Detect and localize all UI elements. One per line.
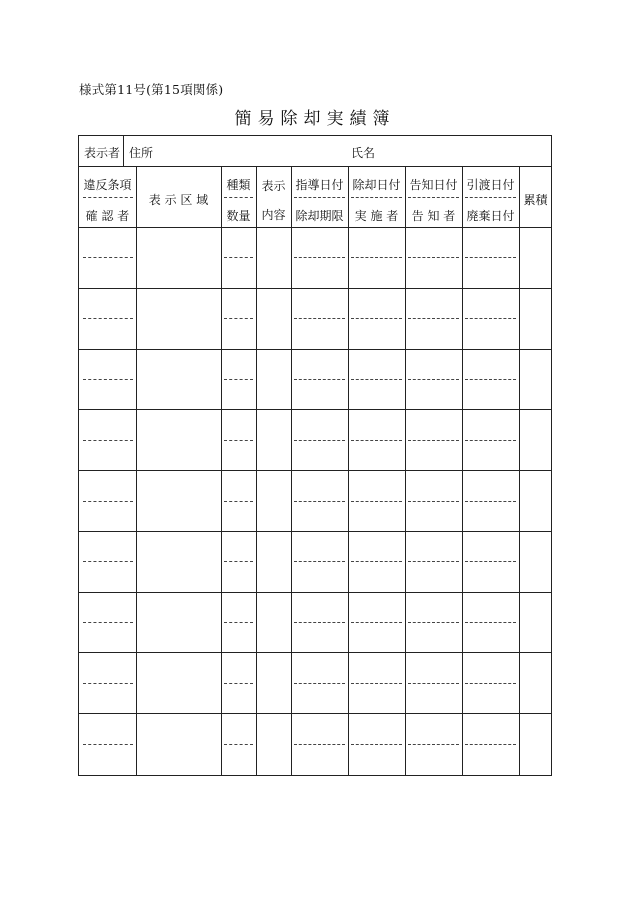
- entry-row-line: [79, 288, 551, 289]
- col-divider: [291, 166, 292, 227]
- entry-half-dash: [351, 501, 402, 502]
- entry-half-dash: [351, 257, 402, 258]
- owner-divider: [123, 136, 124, 166]
- entry-half-dash: [294, 501, 345, 502]
- entry-half-dash: [224, 561, 253, 562]
- col-divider: [221, 166, 222, 227]
- entry-half-dash: [294, 440, 345, 441]
- entry-half-dash: [351, 318, 402, 319]
- entry-half-dash: [465, 561, 516, 562]
- entry-half-dash: [224, 379, 253, 380]
- body-col-divider: [348, 227, 349, 775]
- entry-half-dash: [408, 379, 459, 380]
- entry-half-dash: [465, 379, 516, 380]
- entry-half-dash: [408, 561, 459, 562]
- entry-half-dash: [351, 683, 402, 684]
- entry-half-dash: [83, 501, 133, 502]
- body-col-divider: [256, 227, 257, 775]
- entry-half-dash: [83, 744, 133, 745]
- entry-half-dash: [83, 683, 133, 684]
- entry-half-dash: [465, 744, 516, 745]
- entry-half-dash: [351, 379, 402, 380]
- entry-half-dash: [408, 622, 459, 623]
- entry-half-dash: [351, 622, 402, 623]
- header-dash: [294, 197, 345, 198]
- body-col-divider: [221, 227, 222, 775]
- entry-half-dash: [465, 440, 516, 441]
- body-col-divider: [462, 227, 463, 775]
- entry-half-dash: [408, 318, 459, 319]
- header-bottom-line: [79, 227, 551, 228]
- header-dash: [224, 197, 253, 198]
- entry-row-line: [79, 592, 551, 593]
- entry-half-dash: [294, 744, 345, 745]
- entry-half-dash: [351, 561, 402, 562]
- entry-half-dash: [408, 744, 459, 745]
- header-dash: [465, 197, 516, 198]
- header-handover-date: 引渡日付: [466, 178, 515, 192]
- header-type: 種類: [226, 178, 251, 192]
- entry-row-line: [79, 470, 551, 471]
- entry-row-line: [79, 409, 551, 410]
- header-confirmer: 確 認 者: [85, 209, 130, 223]
- entry-row-line: [79, 349, 551, 350]
- entry-half-dash: [465, 501, 516, 502]
- entry-half-dash: [294, 561, 345, 562]
- owner-label: 表示者: [84, 146, 121, 160]
- entry-half-dash: [83, 561, 133, 562]
- entry-row-line: [79, 713, 551, 714]
- entry-half-dash: [465, 683, 516, 684]
- entry-half-dash: [83, 379, 133, 380]
- entry-half-dash: [83, 257, 133, 258]
- header-notice-date: 告知日付: [409, 178, 458, 192]
- body-col-divider: [519, 227, 520, 775]
- col-divider: [405, 166, 406, 227]
- header-quantity: 数量: [226, 209, 251, 223]
- header-cumulative: 累積: [523, 193, 548, 207]
- entry-half-dash: [294, 318, 345, 319]
- header-violation-clause: 違反条項: [83, 178, 132, 192]
- entry-half-dash: [465, 622, 516, 623]
- entry-half-dash: [465, 318, 516, 319]
- col-divider: [519, 166, 520, 227]
- header-content: 内容: [261, 208, 286, 222]
- body-col-divider: [136, 227, 137, 775]
- entry-half-dash: [294, 379, 345, 380]
- header-dash: [83, 197, 133, 198]
- col-divider: [136, 166, 137, 227]
- entry-half-dash: [224, 257, 253, 258]
- entry-half-dash: [224, 440, 253, 441]
- entry-half-dash: [408, 440, 459, 441]
- header-implementer: 実 施 者: [354, 209, 399, 223]
- entry-half-dash: [408, 683, 459, 684]
- entry-half-dash: [224, 744, 253, 745]
- header-removal-date: 除却日付: [352, 178, 401, 192]
- header-dash: [408, 197, 459, 198]
- entry-half-dash: [83, 440, 133, 441]
- entry-half-dash: [294, 622, 345, 623]
- entry-half-dash: [408, 501, 459, 502]
- owner-row-bottom-line: [79, 166, 551, 167]
- form-number: 様式第11号(第15項関係): [79, 82, 224, 97]
- header-notifier: 告 知 者: [411, 209, 456, 223]
- entry-half-dash: [408, 257, 459, 258]
- entry-half-dash: [224, 622, 253, 623]
- col-divider: [348, 166, 349, 227]
- record-table: [78, 135, 552, 776]
- document-title: 簡易除却実績簿: [234, 109, 396, 129]
- address-label: 住所: [129, 146, 154, 160]
- header-display: 表示: [261, 179, 286, 193]
- entry-row-line: [79, 531, 551, 532]
- header-dash: [351, 197, 402, 198]
- body-col-divider: [405, 227, 406, 775]
- header-removal-deadline: 除却期限: [295, 209, 344, 223]
- entry-half-dash: [224, 501, 253, 502]
- name-label: 氏名: [351, 146, 376, 160]
- body-col-divider: [291, 227, 292, 775]
- header-guidance-date: 指導日付: [295, 178, 344, 192]
- header-disposal-date: 廃棄日付: [466, 209, 515, 223]
- entry-half-dash: [224, 318, 253, 319]
- entry-half-dash: [83, 622, 133, 623]
- entry-half-dash: [465, 257, 516, 258]
- header-display-area: 表 示 区 域: [148, 193, 209, 207]
- entry-half-dash: [294, 257, 345, 258]
- entry-half-dash: [294, 683, 345, 684]
- entry-half-dash: [351, 744, 402, 745]
- entry-half-dash: [83, 318, 133, 319]
- entry-row-line: [79, 652, 551, 653]
- entry-half-dash: [224, 683, 253, 684]
- col-divider: [256, 166, 257, 227]
- entry-half-dash: [351, 440, 402, 441]
- col-divider: [462, 166, 463, 227]
